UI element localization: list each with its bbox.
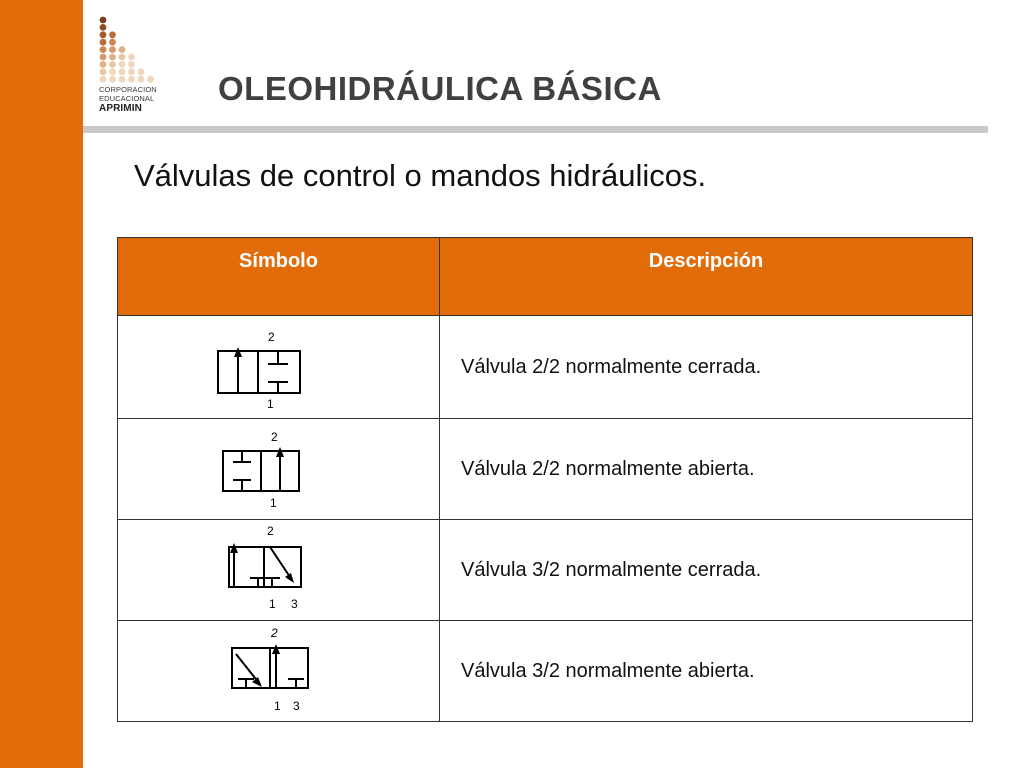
table-row <box>118 316 973 419</box>
logo-dot <box>119 76 126 83</box>
logo-dot <box>100 54 107 61</box>
table-header-row <box>118 238 973 316</box>
logo-dots-icon <box>98 16 170 86</box>
table-row <box>118 621 973 722</box>
logo-dot <box>109 39 116 46</box>
logo-dot <box>100 17 107 24</box>
logo-dot <box>100 24 107 31</box>
column-header-symbol: Símbolo <box>118 238 440 316</box>
symbol-cell <box>118 419 440 520</box>
logo-dot <box>119 46 126 53</box>
logo-dot <box>109 31 116 38</box>
symbol-cell <box>118 316 440 419</box>
logo-dot <box>109 46 116 53</box>
symbol-cell <box>118 621 440 722</box>
page-title: OLEOHIDRÁULICA BÁSICA <box>218 70 662 107</box>
port-label-top: 2 <box>271 626 278 640</box>
logo-dot <box>109 61 116 68</box>
logo-dot <box>100 76 107 83</box>
logo-dot <box>119 54 126 61</box>
port-label-top: 2 <box>268 330 275 344</box>
logo-line-2: EDUCACIONAL <box>99 93 155 103</box>
port-label-top: 2 <box>271 430 278 444</box>
logo-dot <box>100 31 107 38</box>
valve-3-2-normally-closed-icon <box>118 520 438 617</box>
symbol-cell <box>118 520 440 621</box>
logo-dot <box>128 54 135 61</box>
logo-dot <box>100 46 107 53</box>
table-row <box>118 520 973 621</box>
logo <box>98 16 170 116</box>
header-divider <box>83 126 988 133</box>
logo-dot <box>109 76 116 83</box>
logo-dot <box>138 76 145 83</box>
logo-brand: APRIMIN <box>99 103 142 114</box>
description-cell: Válvula 2/2 normalmente abierta. <box>440 419 973 520</box>
logo-dot <box>138 68 145 75</box>
logo-dot <box>128 76 135 83</box>
port-label-bottom: 1 <box>274 699 281 713</box>
logo-dot <box>128 68 135 75</box>
logo-dot <box>119 61 126 68</box>
slide-subtitle: Válvulas de control o mandos hidráulicos. <box>134 158 707 193</box>
logo-dot <box>128 61 135 68</box>
logo-dot <box>147 76 154 83</box>
logo-dot <box>109 68 116 75</box>
valve-2-2-normally-open-icon <box>118 419 438 516</box>
description-cell: Válvula 2/2 normalmente cerrada. <box>440 316 973 419</box>
valves-table <box>117 237 973 722</box>
port-label-bottom: 1 <box>267 397 274 411</box>
port-label-bottom: 3 <box>291 597 298 611</box>
logo-dot <box>100 61 107 68</box>
logo-dot <box>109 54 116 61</box>
port-label-bottom: 1 <box>269 597 276 611</box>
port-label-bottom: 1 <box>270 496 277 510</box>
column-header-description: Descripción <box>440 238 973 316</box>
logo-dot <box>119 68 126 75</box>
side-accent-bar <box>0 0 83 768</box>
table-row <box>118 419 973 520</box>
description-cell: Válvula 3/2 normalmente cerrada. <box>440 520 973 621</box>
logo-line-1: CORPORACION <box>99 85 157 94</box>
valve-2-2-normally-closed-icon <box>118 316 438 419</box>
logo-dot <box>100 68 107 75</box>
valve-3-2-normally-open-icon <box>118 621 438 718</box>
description-cell: Válvula 3/2 normalmente abierta. <box>440 621 973 722</box>
port-label-top: 2 <box>267 524 274 538</box>
port-label-bottom: 3 <box>293 699 300 713</box>
logo-text <box>99 86 171 114</box>
logo-dot <box>100 39 107 46</box>
